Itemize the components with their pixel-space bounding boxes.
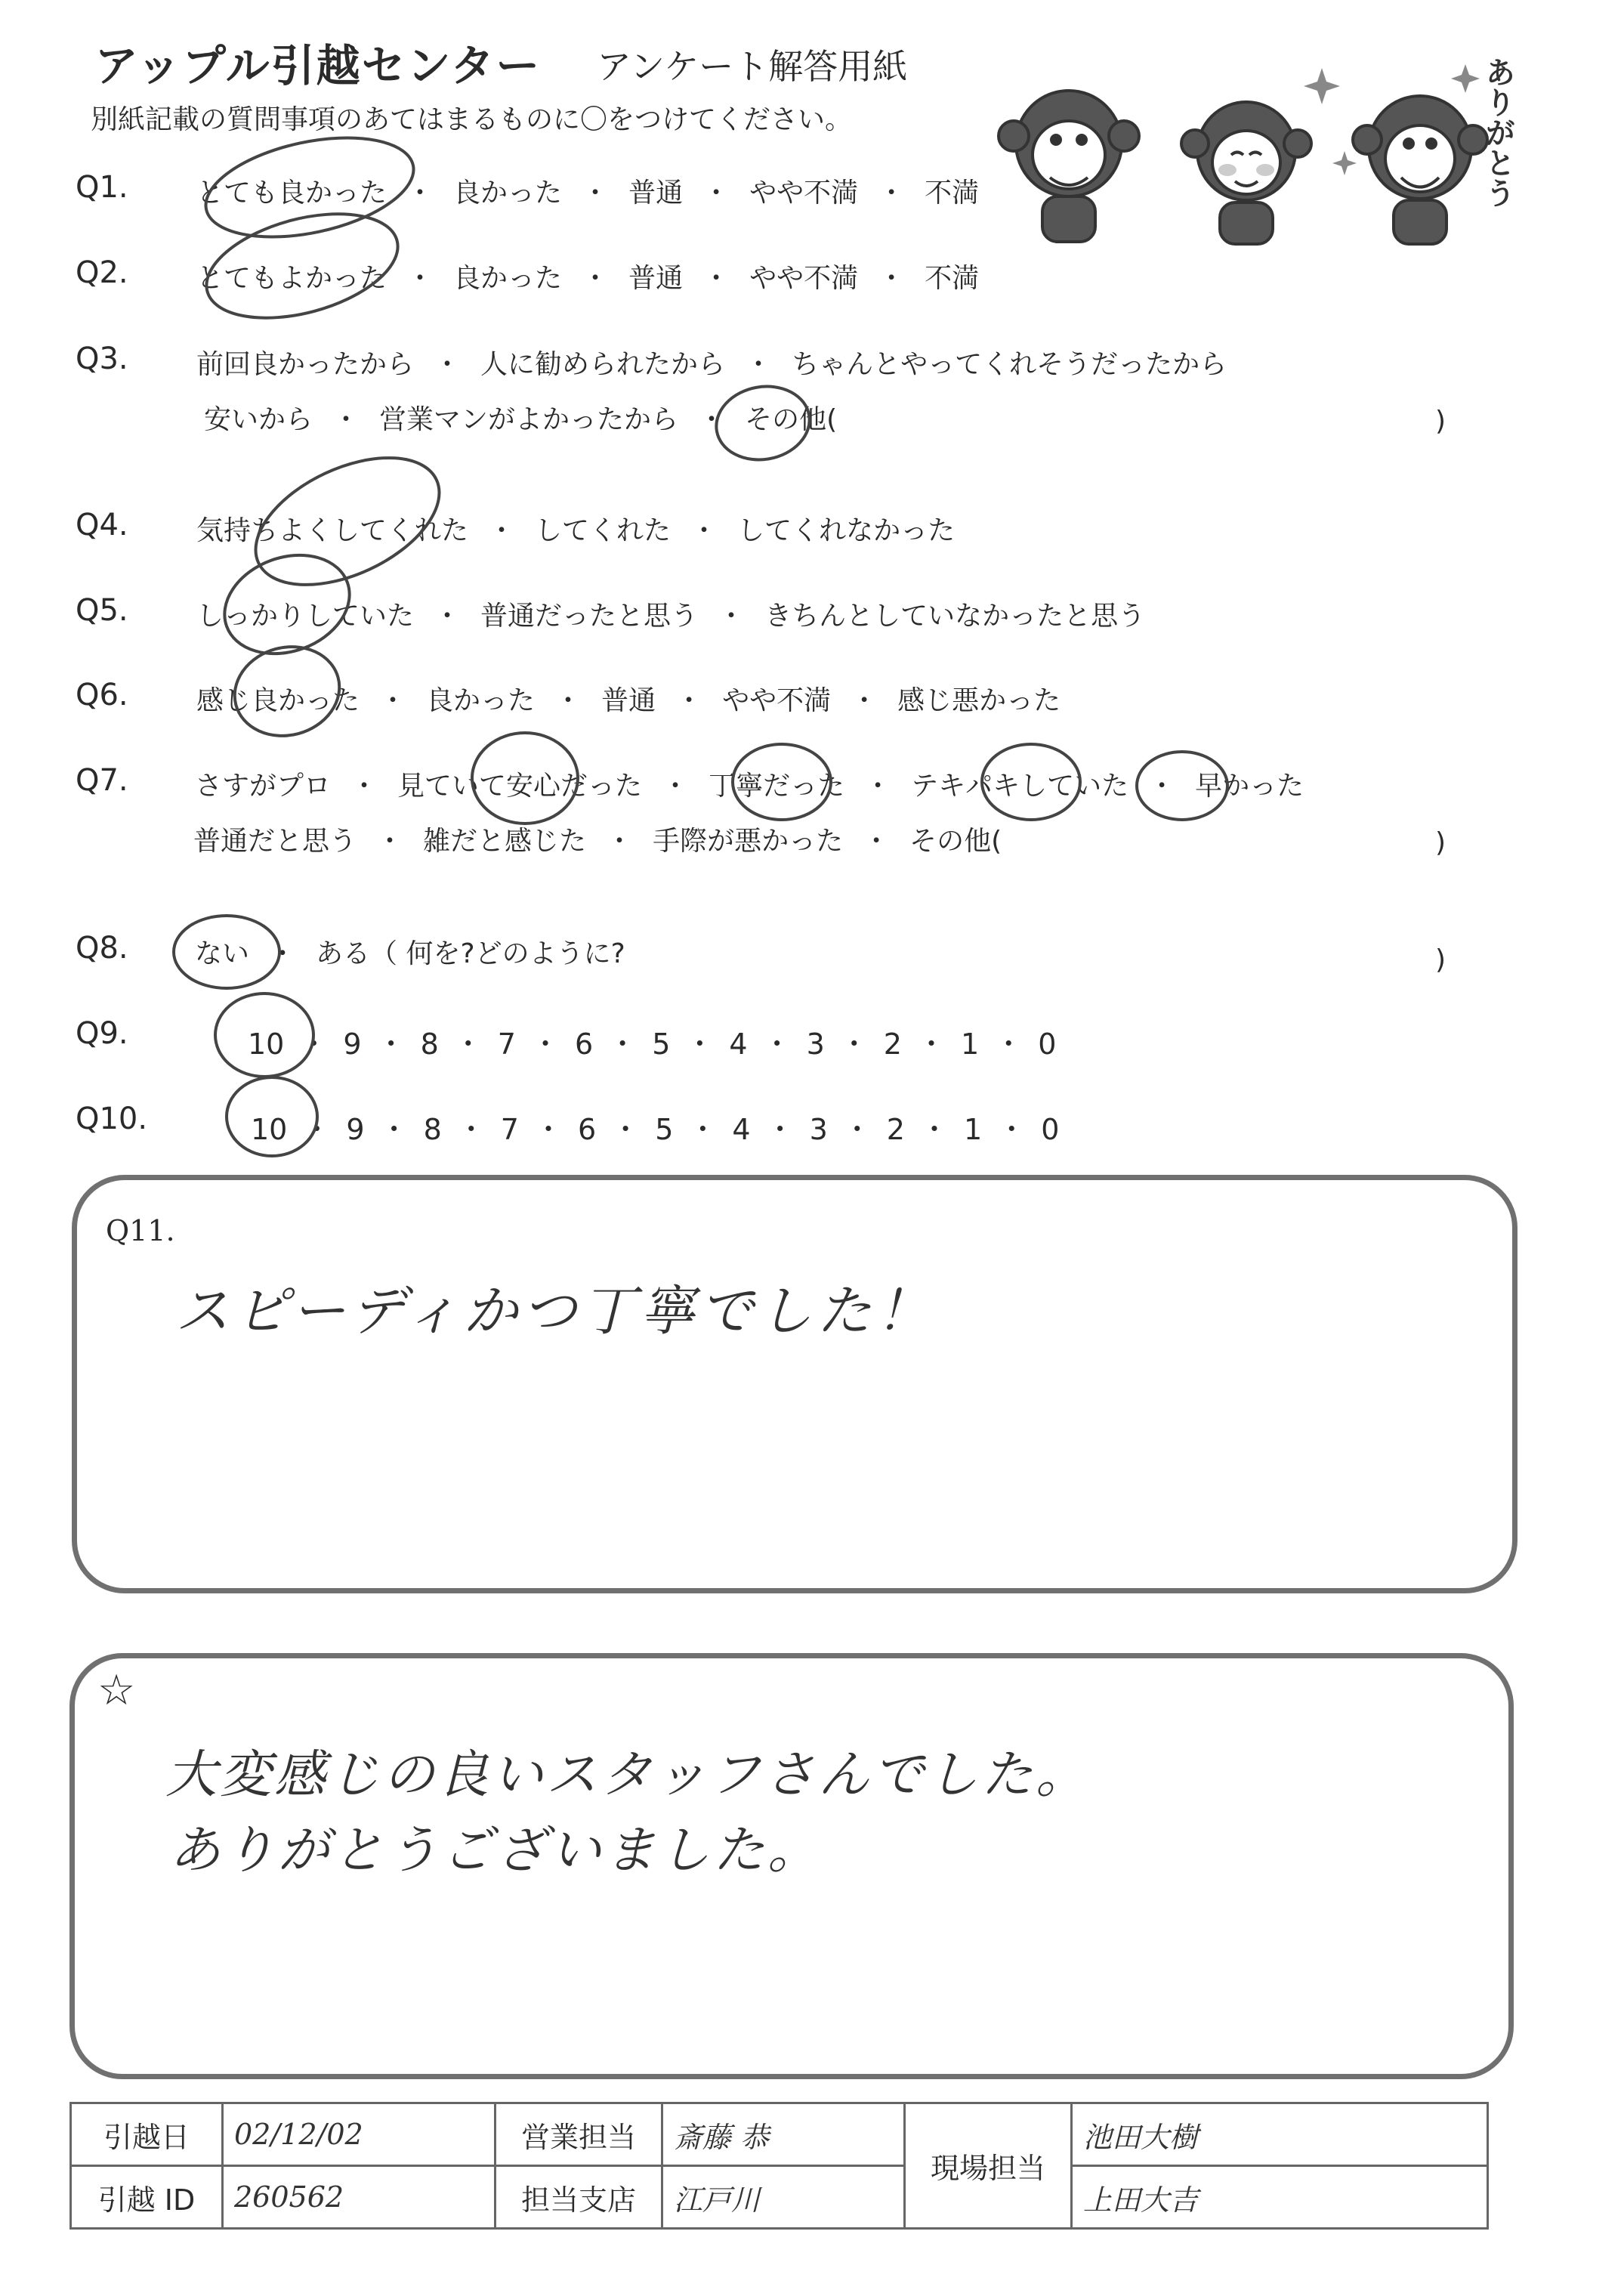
monkey-mascot-illustration [997,30,1541,249]
option-q3-5[interactable]: 営業マンがよかったから [379,404,679,435]
move-date-label: 引越日 [71,2103,223,2166]
score-q10-8[interactable]: 8 [423,1113,442,1146]
question-label: Q8. [76,931,128,966]
option-q1-2[interactable]: 良かった [453,178,563,209]
branch-label: 担当支店 [496,2166,662,2229]
score-q9-9[interactable]: 9 [343,1028,362,1061]
paren-close: ) [1435,406,1446,437]
option-q7-5[interactable]: 早かった [1195,771,1304,802]
instruction-text: 別紙記載の質問事項のあてはまるものに〇をつけてください。 [91,104,853,135]
option-q1-3[interactable]: 普通 [628,178,684,209]
score-q9-1[interactable]: 1 [961,1028,980,1061]
option-q7-2[interactable]: 見ていて安心だった [397,771,643,802]
sales-label: 営業担当 [496,2103,662,2166]
score-q9-7[interactable]: 7 [497,1028,516,1061]
score-q10-1[interactable]: 1 [964,1113,983,1146]
form-subtitle: アンケート解答用紙 [597,46,908,87]
option-q3-4[interactable]: 安いから [204,404,313,435]
score-q10-2[interactable]: 2 [886,1113,905,1146]
score-q10-10[interactable]: 10 [251,1113,288,1146]
option-q4-1[interactable]: 気持ちよくしてくれた [196,515,469,546]
option-q4-2[interactable]: してくれた [535,515,672,546]
option-q3-3[interactable]: ちゃんとやってくれそうだったから [792,349,1227,380]
score-q10-9[interactable]: 9 [346,1113,365,1146]
option-q5-1[interactable]: しっかりしていた [196,601,415,632]
q11-label: Q11. [106,1214,175,1247]
q11-handwritten-answer: スピーディかつ丁寧でした！ [175,1279,935,1343]
paren-close: ) [1435,827,1446,858]
site-value-2[interactable]: 上田大吉 [1072,2166,1488,2229]
question-label: Q5. [76,593,128,628]
score-q9-2[interactable]: 2 [883,1028,902,1061]
option-q6-5[interactable]: 感じ悪かった [897,685,1061,716]
star-icon: ☆ [97,1666,136,1715]
option-q7-4[interactable]: テキパキしていた [911,771,1129,802]
question-label: Q1. [76,170,128,205]
option-q7-7[interactable]: 雑だと感じた [423,826,587,857]
score-q10-3[interactable]: 3 [809,1113,828,1146]
score-q9-8[interactable]: 8 [420,1028,439,1061]
score-q9-3[interactable]: 3 [806,1028,825,1061]
score-q10-4[interactable]: 4 [732,1113,751,1146]
option-q2-5[interactable]: 不満 [925,263,980,294]
question-label: Q2. [76,255,128,290]
option-q1-4[interactable]: やや不満 [749,178,859,209]
option-q7-9[interactable]: その他( [909,826,1002,857]
score-q9-5[interactable]: 5 [652,1028,671,1061]
score-q10-7[interactable]: 7 [500,1113,519,1146]
score-q9-4[interactable]: 4 [729,1028,748,1061]
question-label: Q7. [76,763,128,798]
question-label: Q9. [76,1016,128,1051]
option-q6-2[interactable]: 良かった [426,685,536,716]
option-q5-3[interactable]: きちんとしていなかったと思う [764,601,1146,632]
option-q3-2[interactable]: 人に勧められたから [480,349,726,380]
option-q6-4[interactable]: やや不満 [722,685,832,716]
option-q3-6[interactable]: その他( [745,404,838,435]
move-info-table [69,2102,1489,2230]
score-q9-10[interactable]: 10 [248,1028,285,1061]
q11-comment-box[interactable] [72,1175,1517,1593]
option-q1-1[interactable]: とても良かった [196,178,387,209]
move-date-value[interactable]: 02/12/02 [223,2103,496,2166]
company-title: アップル引越センター [94,40,542,91]
option-q4-3[interactable]: してくれなかった [737,515,956,546]
option-q2-4[interactable]: やや不満 [749,263,859,294]
option-q2-1[interactable]: とてもよかった [196,263,387,294]
score-q10-0[interactable]: 0 [1041,1113,1060,1146]
question-label: Q3. [76,341,128,376]
option-q2-3[interactable]: 普通 [628,263,684,294]
score-q9-0[interactable]: 0 [1038,1028,1057,1061]
site-value-1[interactable]: 池田大樹 [1072,2103,1488,2166]
sales-value[interactable]: 斎藤 恭 [662,2103,905,2166]
option-q1-5[interactable]: 不満 [925,178,980,209]
option-q6-1[interactable]: 感じ良かった [196,685,360,716]
score-q10-6[interactable]: 6 [577,1113,597,1146]
site-label: 現場担当 [905,2103,1072,2229]
option-q6-3[interactable]: 普通 [601,685,656,716]
option-q2-2[interactable]: 良かった [453,263,563,294]
paren-close: ) [1435,944,1446,975]
move-id-label: 引越 ID [71,2166,223,2229]
score-q10-5[interactable]: 5 [655,1113,674,1146]
free-comment-box[interactable] [69,1653,1514,2079]
comment-line-2: ありがとうございました。 [169,1821,823,1880]
option-q3-1[interactable]: 前回良かったから [196,349,415,380]
option-q7-6[interactable]: 普通だと思う [193,826,357,857]
branch-value[interactable]: 江戸川 [662,2166,905,2229]
mascot-arigatou-text: ありがとう [1480,57,1515,208]
question-label: Q4. [76,508,128,542]
option-q7-1[interactable]: さすがプロ [195,771,332,802]
comment-line-1: 大変感じの良いスタッフさんでした。 [165,1745,1091,1805]
question-label: Q6. [76,678,128,712]
option-q7-3[interactable]: 丁寧だった [709,771,845,802]
score-q9-6[interactable]: 6 [574,1028,594,1061]
question-label: Q10. [76,1102,148,1136]
move-id-value[interactable]: 260562 [223,2166,496,2229]
option-q8-1[interactable]: ない [195,938,250,969]
option-q8-2[interactable]: ある（ 何を?どのように? [316,938,625,969]
option-q7-8[interactable]: 手際が悪かった [653,826,844,857]
option-q5-2[interactable]: 普通だったと思う [480,601,699,632]
